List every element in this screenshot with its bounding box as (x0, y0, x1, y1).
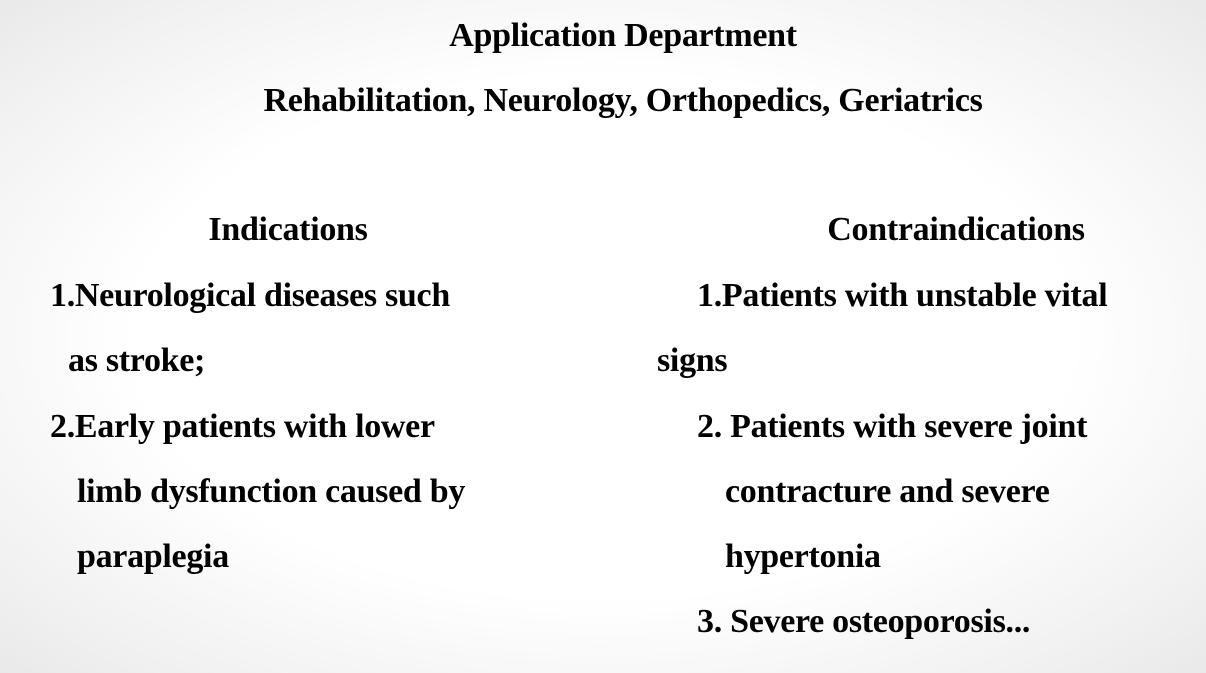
contraindication-line: 2. Patients with severe joint (697, 408, 1088, 445)
indication-line: limb dysfunction caused by (77, 473, 466, 510)
contraindications-heading: Contraindications (827, 211, 1085, 248)
contraindication-line: signs (657, 342, 728, 379)
indication-line: 2.Early patients with lower (50, 408, 435, 445)
contraindication-line: 3. Severe osteoporosis... (697, 603, 1031, 640)
departments-subtitle: Rehabilitation, Neurology, Orthopedics, Geriatrics (263, 82, 983, 119)
page-title: Application Department (449, 17, 797, 54)
contraindication-line: hypertonia (725, 538, 881, 575)
indication-line: 1.Neurological diseases such (50, 277, 450, 314)
indication-line: paraplegia (77, 538, 229, 575)
indication-line: as stroke; (68, 342, 206, 379)
indications-heading: Indications (208, 211, 368, 248)
contraindication-line: 1.Patients with unstable vital (697, 277, 1108, 314)
contraindication-line: contracture and severe (725, 473, 1050, 510)
